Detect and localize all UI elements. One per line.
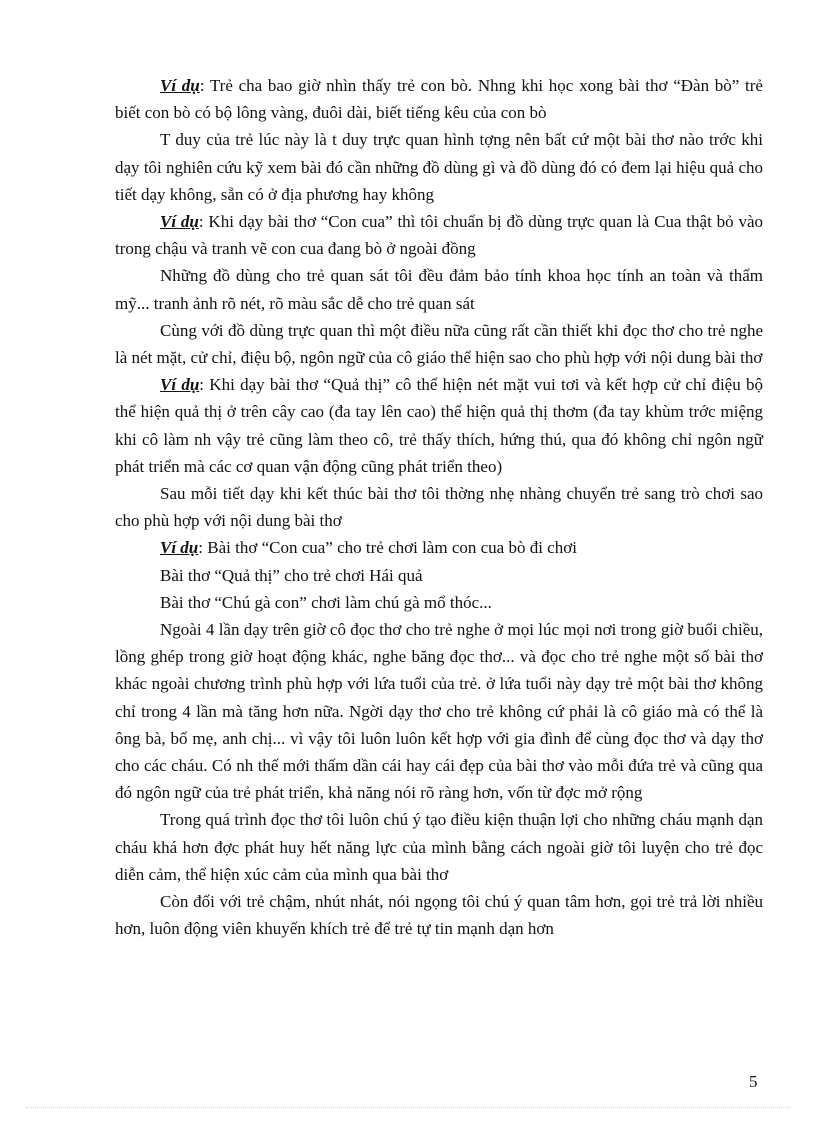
paragraph-text: Sau mỗi tiết dạy khi kết thúc bài thơ tôi thờng nhẹ nhàng chuyển trẻ sang trò chơi sao cho phù hợp với nội dung bài thơ <box>115 484 763 531</box>
paragraph-text: Trong quá trình đọc thơ tôi luôn chú ý tạo điều kiện thuận lợi cho những cháu mạnh dạn cháu khá hơn đợc phát huy hết năng lực của mình bằng cách ngoài giờ tôi luyện cho trẻ đọc diễn cảm, thể hiện xúc cảm của mình qua bài thơ <box>115 810 763 884</box>
paragraph <box>115 806 763 888</box>
paragraph <box>115 317 763 371</box>
example-label: Ví dụ <box>160 538 199 558</box>
paragraph-text: Cùng với đồ dùng trực quan thì một điều nữa cũng rất cần thiết khi đọc thơ cho trẻ nghe là nét mặt, cử chỉ, điệu bộ, ngôn ngữ của cô giáo thể hiện sao cho phù hợp với nội dung bài thơ <box>115 320 763 368</box>
paragraph <box>115 208 763 262</box>
paragraph-text: : Bài thơ “Con cua” cho trẻ chơi làm con cua bò đi chơi <box>198 538 577 558</box>
paragraph-text: : Trẻ cha bao giờ nhìn thấy trẻ con bò. Nhng khi học xong bài thơ “Đàn bò” trẻ biết con bò có bộ lông vàng, đuôi dài, biết tiếng kêu của con bò <box>115 76 763 123</box>
paragraph <box>115 616 763 806</box>
document-body <box>115 72 763 943</box>
page-number: 5 <box>749 1072 758 1091</box>
paragraph-text: Ngoài 4 lần dạy trên giờ cô đọc thơ cho trẻ nghe ở mọi lúc mọi nơi trong giờ buổi chiều, lồng ghép trong giờ hoạt động khác, nghe băng đọc thơ... và đọc cho trẻ nghe một số bài thơ khác ngoài chương trình phù hợp với lứa tuổi của trẻ. ở lứa tuổi này dạy trẻ một bài thơ không chỉ trong 4 lần mà tăng hơn nữa. Ngời dạy thơ cho trẻ không cứ phải là cô giáo mà có thể là ông bà, bố mẹ, anh chị... vì vậy tôi luôn luôn kết hợp với gia đình để cùng đọc thơ và dạy thơ cho các cháu. Có nh thế mới thấm dần cái hay cái đẹp của bài thơ vào mỗi đứa trẻ và cũng qua đó ngôn ngữ của trẻ phát triển, khả năng nói rõ ràng hơn, vốn từ đợc mở rộng <box>115 620 763 803</box>
example-label: Ví dụ <box>160 212 199 232</box>
example-label: Ví dụ <box>160 375 200 395</box>
paragraph-text: Còn đối với trẻ chậm, nhút nhát, nói ngọng tôi chú ý quan tâm hơn, gọi trẻ trả lời nhiều hơn, luôn động viên khuyến khích trẻ để trẻ tự tin mạnh dạn hơn <box>115 892 763 939</box>
paragraph <box>115 888 763 942</box>
paragraph-text: : Khi dạy bài thơ “Quả thị” cô thể hiện nét mặt vui tơi và kết hợp cử chỉ điệu bộ thể hiện quả thị ở trên cây cao (đa tay lên cao) thể hiện quả thị thơm (đa tay khùm trớc miệng khi cô làm nh vậy trẻ cũng làm theo cô, trẻ thấy thích, hứng thú, qua đó không chỉ ngôn ngữ phát triển mà các cơ quan vận động cũng phát triển theo) <box>115 375 763 476</box>
paragraph-text: Bài thơ “Quả thị” cho trẻ chơi Hái quả <box>160 565 423 585</box>
paragraph-text: T duy của trẻ lúc này là t duy trực quan hình tợng nên bất cứ một bài thơ nào trớc khi dạy tôi nghiên cứu kỹ xem bài đó cần những đồ dùng gì và đồ dùng đó có đem lại hiệu quả cho tiết dạy không, sẵn có ở địa phương hay không <box>115 130 763 204</box>
paragraph-text: Bài thơ “Chú gà con” chơi làm chú gà mổ thóc... <box>160 592 492 612</box>
paragraph <box>115 72 763 126</box>
paragraph <box>115 562 763 589</box>
paragraph <box>115 534 763 561</box>
paragraph <box>115 262 763 316</box>
paragraph-text: : Khi dạy bài thơ “Con cua” thì tôi chuẩn bị đồ dùng trực quan là Cua thật bỏ vào trong chậu và tranh vẽ con cua đang bò ở ngoài đồng <box>115 212 763 259</box>
paragraph <box>115 126 763 208</box>
paragraph-text: Những đồ dùng cho trẻ quan sát tôi đều đảm bảo tính khoa học tính an toàn và thẩm mỹ... tranh ảnh rõ nét, rõ màu sắc dễ cho trẻ quan sát <box>115 266 763 313</box>
paragraph <box>115 371 763 480</box>
example-label: Ví dụ <box>160 76 200 95</box>
bottom-divider <box>26 1107 790 1108</box>
paragraph <box>115 589 763 616</box>
paragraph <box>115 480 763 534</box>
